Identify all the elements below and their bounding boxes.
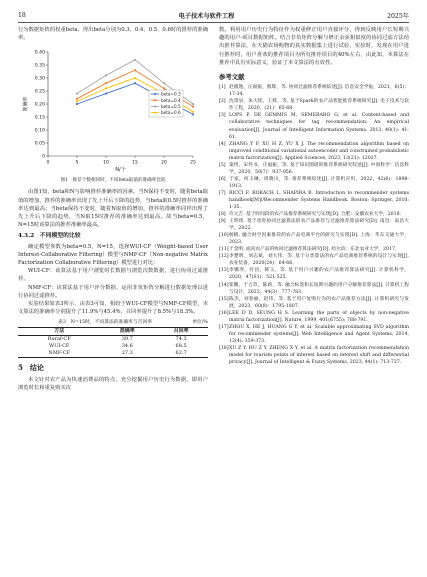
table-cell: 68.5	[175, 343, 187, 350]
model-compare-paragraph: 确定模型参数为beta=0.5，N=15，选择WUI-CF（Weight-based User Interest-Collaborative Filtering）模型与NMF-CF（Non-negative Matrix Factorization Collaborative Filtering）模型进行对比：	[18, 243, 208, 267]
intro-paragraph: 行为数据矩阵的权重beta，得出beta分别为0.3、0.4、0.5、0.6时的推荐的准确率。	[18, 27, 208, 42]
y-axis-label: 准确率	[23, 96, 29, 112]
data-point	[105, 88, 107, 90]
table-cell: 34.6	[121, 343, 133, 350]
section-heading-5: 5 结论	[18, 363, 44, 373]
table-cell: Ruraf-CF	[47, 336, 71, 343]
left-column	[18, 26, 208, 392]
data-point	[76, 98, 78, 100]
x-axis-label: N/个	[115, 167, 126, 174]
data-point	[134, 83, 136, 85]
reference-item	[219, 190, 409, 211]
y-tick-label: 0	[42, 155, 45, 161]
data-point	[192, 114, 194, 116]
reference-number: [4]	[219, 141, 226, 147]
reference-text: ZHANG Y F, XU H Z, YU X J. The recommendation algorithm based on improved conditional variational autoencoder and constrained probabilistic matrix factorization[J]. Applied Sciences, 2023, 13(21): 12027.	[229, 141, 409, 161]
conclusion-paragraph: 本文针对农产品为快速消费品的特点，充分挖掘用户历史行为数据，即用户浏览时长和重复购买次	[18, 376, 208, 391]
data-point	[163, 88, 165, 90]
table-cell: WUI-CF	[49, 343, 70, 350]
data-point	[76, 103, 78, 105]
reference-text: 赵薇逸，庄福振，熊辉，等. 协同过滤推荐系统综述[J]. 信息安全学报，2021，6(5)：17-34.	[229, 85, 409, 98]
table-caption	[18, 319, 208, 326]
journal-title: 电子技术与软件工程	[178, 12, 235, 20]
reference-number: [3]	[219, 113, 226, 119]
y-tick-label: 0.25	[34, 90, 45, 96]
legend-label: beta=0.3	[161, 92, 181, 98]
data-point	[105, 93, 107, 95]
y-tick-label: 0.30	[34, 77, 45, 83]
figure-caption: 图1 推荐个数相同时，不同beta取值的准确率比较	[60, 178, 166, 184]
reference-text: ZHOU X, HE J, HUANG G Y, et al. Scalable approximating SVD algorithm for recommender systems[J]. Web Intelligence and Agent Systems, 2014, 12(4): 359-373.	[229, 324, 409, 344]
running-header	[18, 8, 409, 23]
results-table	[18, 327, 208, 358]
table-cell: NMF-CF	[48, 350, 71, 357]
x-tick-label: 20	[161, 160, 167, 166]
reference-item	[219, 162, 409, 176]
reference-number: [10]	[219, 233, 229, 239]
reference-item	[219, 84, 409, 98]
page-number: 18	[18, 11, 26, 19]
legend-marker	[154, 93, 156, 95]
legend-marker	[154, 112, 156, 114]
reference-text: LOPS P, DE GEMMIS M, SEMERARO G, et al. Content-based and collaborative techniques for tag recommendation: An empirical evaluation[J]. Journal of Intelligent Information Systems, 2013, 40(1): 41-61.	[229, 113, 409, 140]
reference-number: [11]	[219, 247, 229, 253]
table-header-cell: 准确率	[119, 328, 135, 335]
legend-label: beta=0.6	[161, 110, 181, 116]
data-point	[76, 93, 78, 95]
reference-number: [16]	[219, 310, 229, 316]
reference-number: [6]	[219, 176, 226, 182]
conclusion-continued: 数。利用用户历史行为特征作为权重修正用户直接评分，得到反映用户长短期兴趣的用户-项目数据矩阵。结合非负矩阵分解与修正余弦相似度的协同过滤方法给出推荐算法，在天猫农场购物的真实数据集上进行试验，实验时，发现在用户进行推荐时，用户喜欢的推荐项目为所有推荐项目的40%左右，由此知，本算法在推荐中具有实际意义，验证了本文算法的有效性。	[219, 27, 409, 66]
table-cell: 39.7	[121, 336, 133, 343]
data-point	[192, 106, 194, 108]
reference-text: LEE D D, SEUNG H S. Learning the parts of objects by non-negative matrix factorization[J]. Nature, 1999, 401(6755): 788-791.	[229, 310, 409, 323]
legend-marker	[154, 100, 156, 102]
x-tick-label: 0	[46, 160, 50, 166]
reference-item	[219, 267, 409, 281]
references-heading: 参考文献	[219, 73, 245, 82]
x-tick-label: 15	[132, 160, 138, 166]
reference-number: [15]	[219, 296, 229, 302]
x-tick-label: 25	[190, 160, 196, 166]
reference-text: 李娜琴，付昌，韩玉，等. 基于用户兴趣的农产品推荐算法研究[J]. 计算机科学，2020，47(S1)：521-525.	[229, 268, 409, 281]
reference-number: [17]	[219, 324, 229, 330]
table-row	[18, 336, 208, 344]
reference-number: [12]	[219, 254, 229, 260]
table-header-row	[18, 328, 208, 336]
x-tick-label: 5	[75, 160, 79, 166]
reference-text: 许元吉. 基于时间段的农产品推荐系统研究与实现[D]. 合肥：安徽农业大学，2018.	[229, 212, 402, 218]
data-point	[134, 59, 136, 61]
y-tick-label: 0.35	[34, 64, 45, 70]
section-heading-4-3-2: 4.3.2 不同模型的比较	[18, 233, 81, 240]
x-tick-label: 10	[103, 160, 109, 166]
result-paragraph: 由图1知，beta和N与影响推荐准确率的因素。当N保持不变时，随着beta取值的增加，推荐的准确率出现了先上升后下降的趋势，当beta取0.5时推荐的准确率达到最高；当beta保持不变时，随着N取值的增加，推荐的准确率同样出现了先上升后下降的趋势，当N取15时推荐的准确率达到最高。故当beta=0.5，N=15时该算法的推荐准确率最高。	[18, 189, 208, 229]
data-point	[192, 111, 194, 113]
reference-number: [13]	[219, 268, 229, 274]
reference-text: 陈杰，刘春丽，赵伟，等. 基于用户复购行为的农产品推荐方法[J]. 计算机研究与发展，2023，60(8)：1795-1807.	[229, 296, 409, 309]
table-title: 表3 N=15时，不同算法的准确率与召回率	[58, 320, 153, 326]
reference-item	[219, 218, 409, 232]
table-unit: 单位/%	[192, 320, 208, 326]
table-row	[18, 343, 208, 350]
reference-item	[219, 98, 409, 112]
reference-number: [5]	[219, 162, 226, 168]
reference-text: 秦玥，宋怀书，庄福振，等. 基于知识图谱的推荐系统研究综述[J]. 中国科学：信息科学，2020，50(7)：937-956.	[229, 162, 409, 175]
reference-item	[219, 211, 409, 218]
reference-text: 于家，何玉琳，周晓川，等. 推荐系统综述[J]. 计算机应用，2022，42(6)：1898-1913.	[229, 176, 409, 189]
table-header-cell: 召回率	[173, 328, 189, 335]
data-point	[134, 77, 136, 79]
reference-item	[219, 324, 409, 345]
reference-item	[219, 296, 409, 310]
reference-item	[219, 141, 409, 162]
right-column	[219, 26, 409, 366]
table-summary-paragraph: 实验结果如表3所示，由表3可知，相较于WUI-CF模型与NMF-CF模型，本文算法的准确率分别提升了11.9%与45.4%，召回率提升了8.5%与18.3%。	[18, 301, 208, 316]
data-point	[192, 103, 194, 105]
reference-item	[219, 232, 409, 246]
reference-number: [18]	[219, 345, 229, 351]
data-point	[76, 101, 78, 103]
reference-text: RICCI F, ROKACH L, SHAPIRA B. Introduction to recommender systems handbook[M]//Recommender Systems Handbook. Boston: Springer, 2010: 1-35.	[229, 190, 409, 211]
table-cell: 62.7	[175, 350, 187, 357]
data-point	[105, 75, 107, 77]
table-header-cell: 方法	[54, 328, 65, 335]
reference-item	[219, 253, 409, 267]
reference-text: 王明琦. 基于改进协同过滤算法的农产品推荐与过滤推荐算法研究[D]. 南昌：南昌大学，2022.	[229, 219, 409, 232]
reference-item	[219, 310, 409, 324]
beta-accuracy-chart	[18, 44, 208, 176]
reference-number: [14]	[219, 282, 229, 288]
reference-number: [9]	[219, 219, 226, 225]
table-cell: 74.3	[175, 336, 187, 343]
y-tick-label: 0.40	[34, 51, 45, 57]
reference-item	[219, 282, 409, 296]
reference-number: [7]	[219, 190, 226, 196]
reference-list	[219, 84, 409, 366]
reference-text: 于金明. 面向农产品的协同过滤推荐算法研究[D]. 哈尔滨：东北农业大学，2017.	[229, 247, 397, 253]
reference-item	[219, 176, 409, 190]
wui-cf-paragraph: WUI-CF：该算法基于用户浏览时长数据与浏览次数数据，进行协同过滤推荐。	[18, 268, 208, 283]
data-point	[163, 83, 165, 85]
y-tick-label: 0.15	[34, 116, 45, 122]
reference-text: XU Z Y, HU Z Y, ZHENG X Y, et al. A matrix factorization recommendation model for tourism points of interest based on interest shift and differential privacy[J]. Journal of Intelligent & Fuzzy Systems, 2023, 44(1): 713-727.	[229, 345, 409, 366]
reference-text: 沈霄泉，朱大炜，王辉，等. 基于Spark的农产品智能推荐系统研究[J]. 电子技术与软件工程，2020，(21)：65-68.	[229, 99, 409, 112]
reference-number: [1]	[219, 85, 226, 91]
reference-text: 崔鹏，于万玖，陈新，等. 融合标签和长短期兴趣的用户分解推荐算法[J]. 计算机工程与设计，2023，44(3)：777-783.	[229, 282, 409, 295]
issue-year: 2025年	[387, 12, 409, 20]
y-tick-label: 0.05	[34, 142, 45, 148]
legend-label: beta=0.5	[161, 104, 181, 110]
reference-item	[219, 345, 409, 366]
y-tick-label: 0.10	[34, 129, 45, 135]
nmf-cf-paragraph: NMF-CF：该算法基于用户评分数据，运用非负矩阵分解进行数据处理以进行协同过滤推荐。	[18, 284, 208, 299]
reference-item	[219, 246, 409, 253]
reference-number: [8]	[219, 212, 226, 218]
legend-marker	[154, 106, 156, 108]
reference-text: 杨帆. 融合时空因素推荐的农产品电商平台的研究与实现[D]. 上海：华东交通大学，2023.	[229, 233, 409, 246]
legend-label: beta=0.4	[161, 98, 181, 104]
table-row	[18, 350, 208, 358]
reference-item	[219, 112, 409, 140]
data-point	[134, 70, 136, 72]
reference-text: 李楚明，刘志斌，刘大伟，等. 基于分类算法的农产品电商推荐系统的设计与实现[J]. 农业装备，2020(24)：64-66.	[229, 254, 409, 267]
table-cell: 27.3	[121, 350, 133, 357]
reference-number: [2]	[219, 99, 226, 105]
y-tick-label: 0.20	[34, 103, 45, 109]
data-point	[105, 83, 107, 85]
